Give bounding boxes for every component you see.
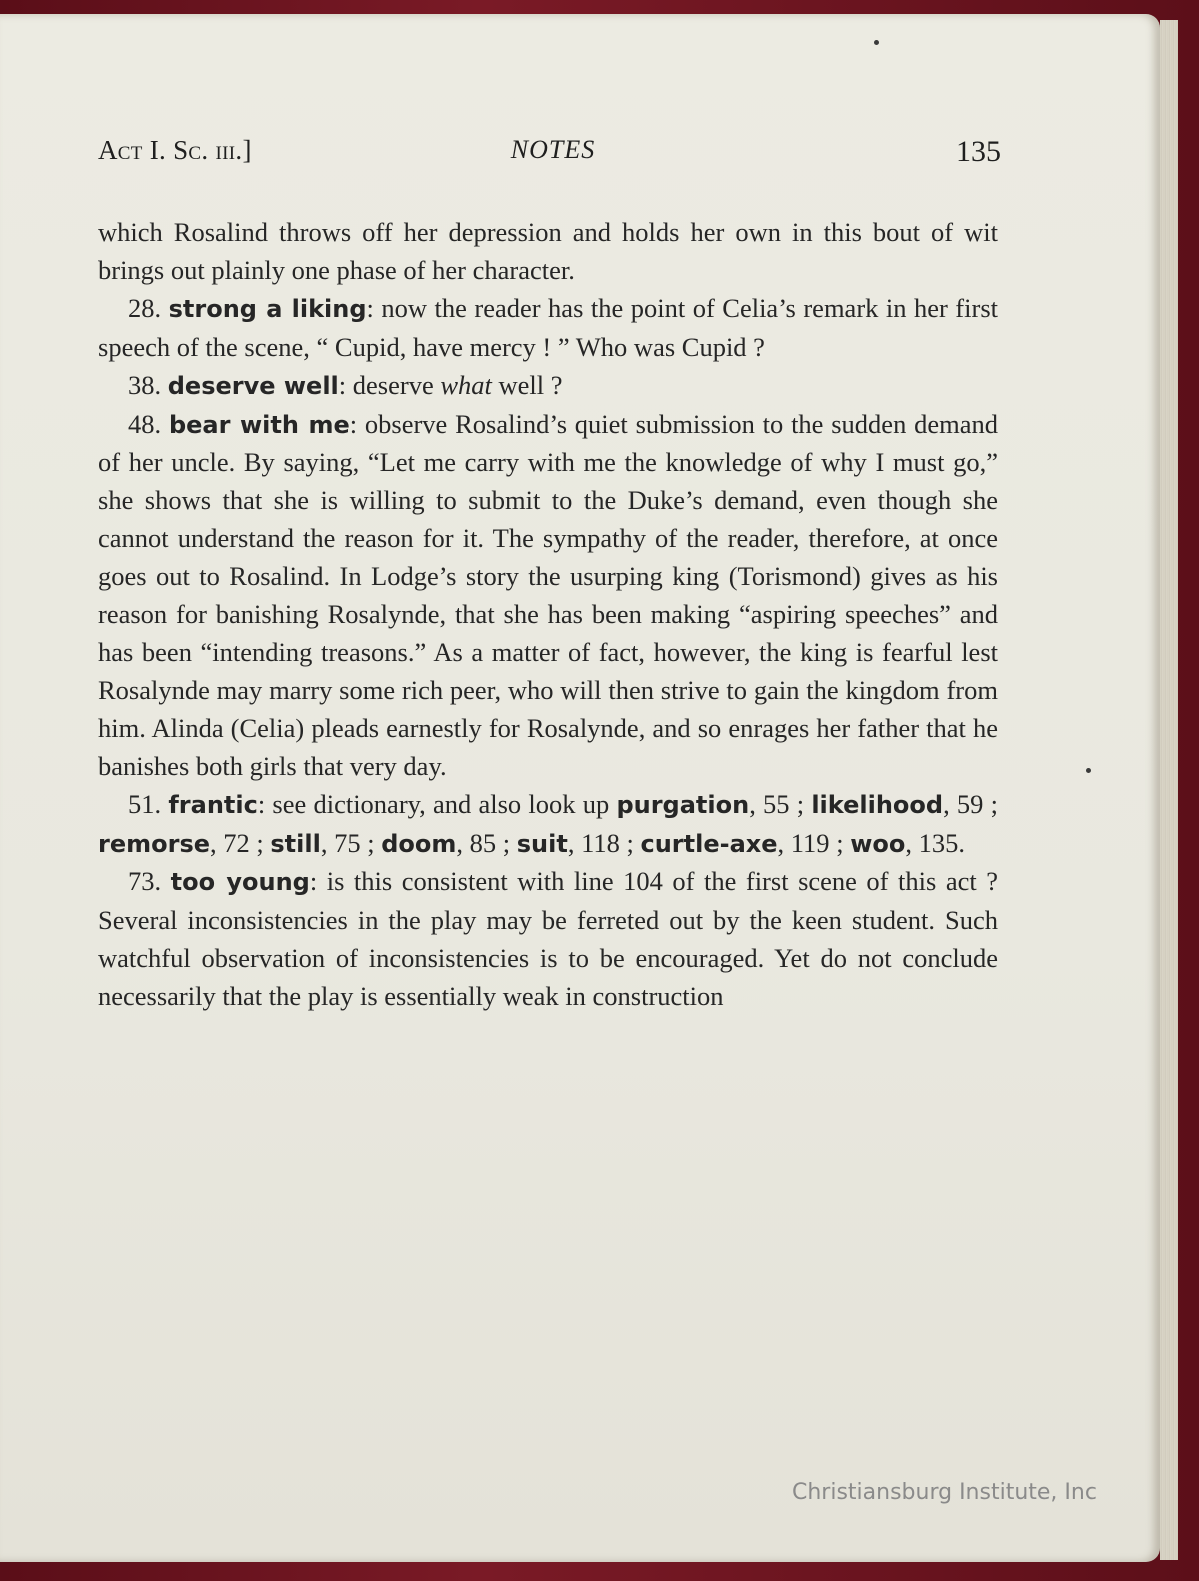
note-number: 51.	[128, 788, 162, 819]
ref-line: 85	[469, 827, 497, 858]
note-term: strong a liking	[168, 294, 367, 323]
paragraph-continuation	[98, 214, 998, 290]
ref-line: 75	[334, 827, 361, 858]
ref-word: suit	[516, 829, 568, 858]
ref-line: 118	[581, 827, 620, 858]
paragraph-text: which Rosalind throws off her depression and holds her own in this bout of wit brings out plainly one phase of her character.	[98, 217, 998, 285]
ref-word: woo	[850, 829, 906, 858]
header-section: Act I. Sc. iii.]	[98, 135, 252, 165]
note-text: : observe Rosalind’s quiet submission to the sudden demand of her uncle. By saying, “Let me carry with me the knowledge of why I must go,” she shows that she is willing to submit to the Duke’s demand, even though she cannot understand the reason for it. The sympathy of the reader, therefore, at once goes out to Rosalind. In Lodge’s story the usurping king (Torismond) gives as his reason for banishing Rosalynde, that she has been making “aspiring speeches” and has been “intending treasons.” As a matter of fact, however, the king is fearful lest Rosalynde may marry some rich peer, who will then strive to gain the kingdom from him. Alinda (Celia) pleads earnestly for Rosalynde, and so enrages her father that he banishes both girls that very day.	[98, 408, 999, 781]
ref-line: 119	[790, 827, 830, 858]
ref-word: purgation	[616, 790, 750, 819]
note-text: : is this consistent with line 104 of the first scene of this act ? Several inconsistencies in the play may be ferreted out by the keen student. Such watchful observation of inconsistencies is to be encouraged. Yet do not conclude necessarily that the play is essentially weak in construction	[98, 866, 998, 1012]
ref-line: 55	[763, 788, 790, 819]
note-51: 51. frantic: see dictionary, and also look up purgation, 55 ; likelihood, 59 ; remorse, 72 ; still, 75 ; doom, 85 ; suit, 118 ; curtle-axe, 119 ; woo, 135.	[98, 788, 998, 858]
ref-word: remorse	[98, 829, 211, 858]
note-number: 48.	[128, 408, 162, 439]
print-speck	[874, 40, 879, 45]
running-header	[98, 135, 1001, 175]
note-73	[98, 863, 998, 1016]
note-term: deserve well	[167, 371, 339, 400]
ref-line: 59	[956, 788, 984, 819]
note-italic: what	[440, 369, 492, 400]
note-term: bear with me	[168, 410, 350, 439]
note-text: : now the reader has the point of Celia’s remark in her first speech of the scene, “ Cupid, have mercy ! ” Who was Cupid ?	[98, 292, 998, 362]
note-text: : see dictionary, and also look up	[257, 788, 610, 819]
ref-word: curtle-axe	[640, 829, 778, 858]
note-text: well ?	[498, 369, 563, 400]
note-number: 28.	[128, 292, 162, 323]
ref-line: 135	[918, 827, 959, 858]
print-speck	[1086, 768, 1091, 773]
page-number: 135	[956, 135, 1001, 168]
note-number: 73.	[128, 866, 162, 897]
note-28	[98, 290, 998, 367]
note-38	[98, 367, 998, 406]
ref-word: likelihood	[811, 790, 944, 819]
note-term: frantic	[168, 790, 258, 819]
note-text: : deserve	[338, 369, 434, 400]
note-number: 38.	[128, 369, 162, 400]
ref-word: still	[270, 829, 321, 858]
notes-body	[98, 214, 998, 1016]
ref-word: doom	[381, 829, 457, 858]
note-48	[98, 406, 998, 786]
header-title: NOTES	[510, 135, 596, 164]
ref-line: 72	[223, 827, 250, 858]
note-term: too young	[170, 868, 310, 897]
page-edges	[1160, 20, 1178, 1560]
watermark: Christiansburg Institute, Inc	[792, 1480, 1097, 1505]
